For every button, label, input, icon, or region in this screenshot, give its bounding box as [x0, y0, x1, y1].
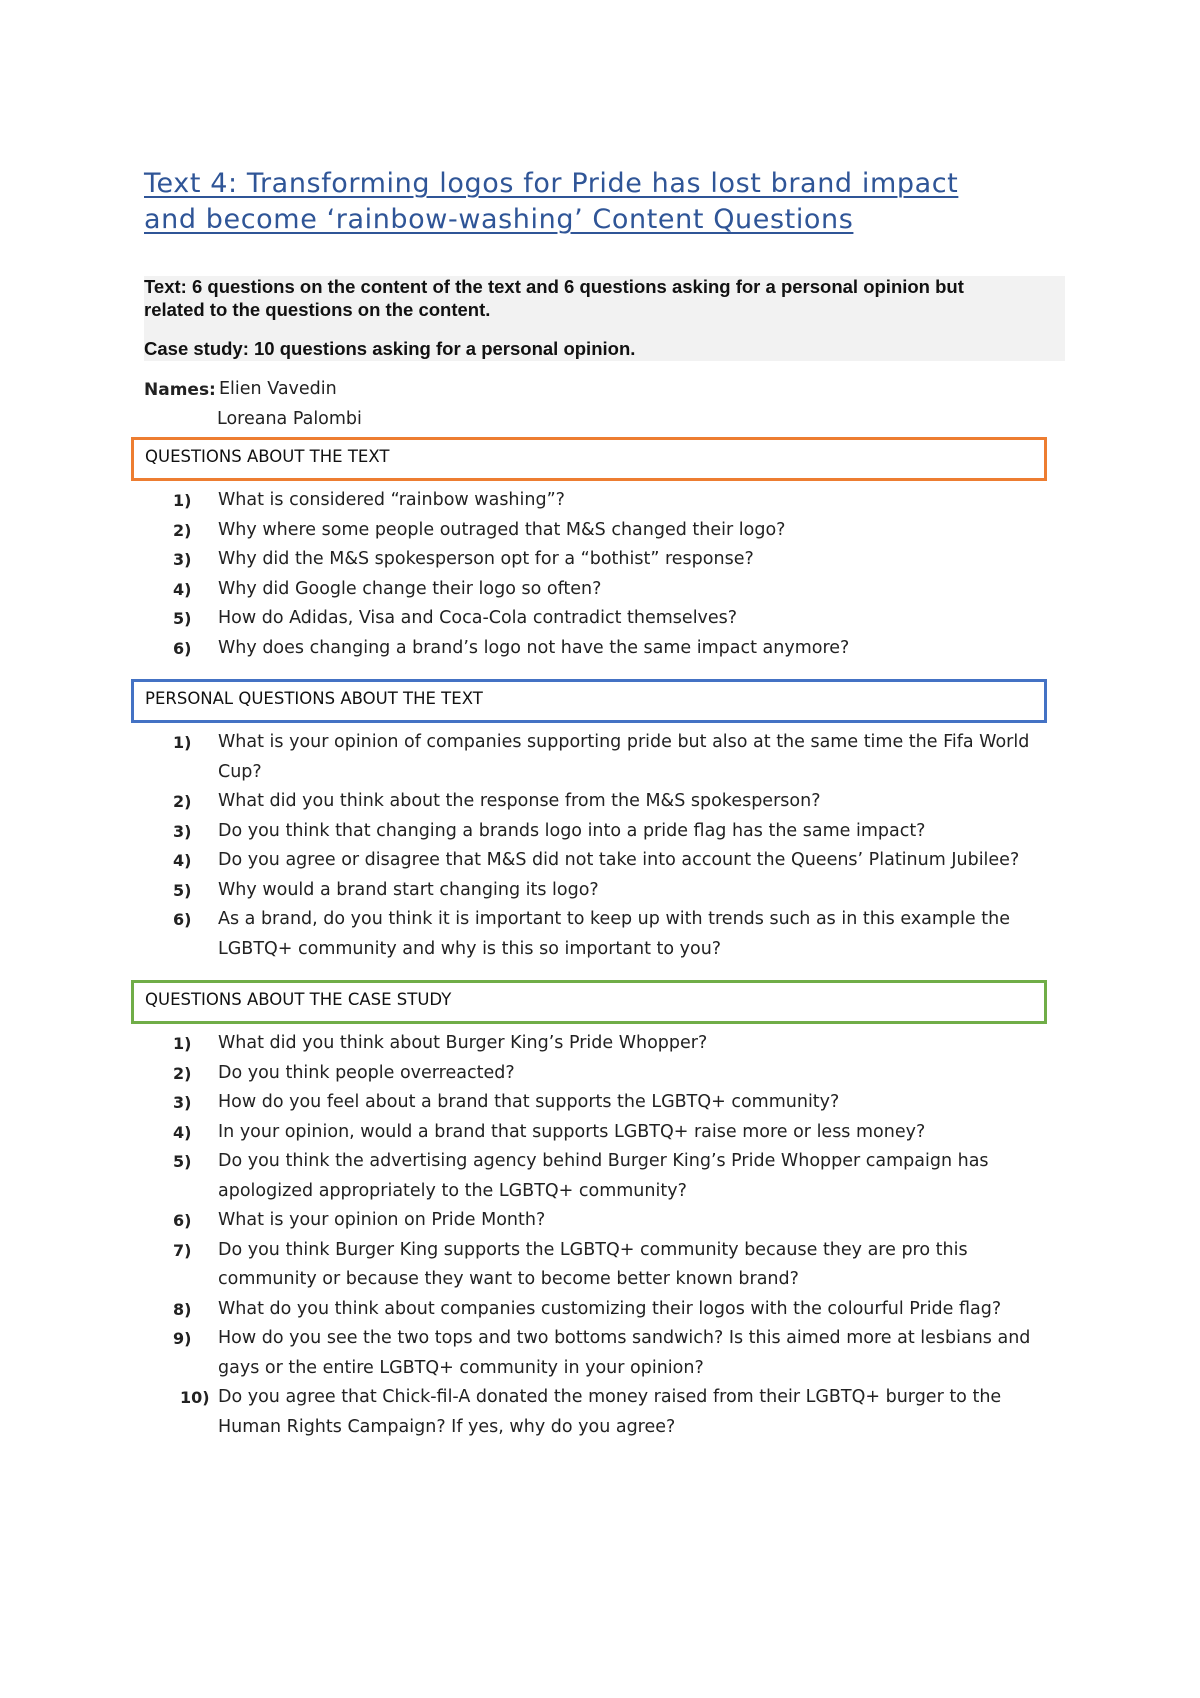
question-number: 6) — [173, 910, 192, 929]
question-number: 6) — [173, 1211, 192, 1230]
question-text: Do you think people overreacted? — [218, 1062, 515, 1083]
intro-line-2: related to the questions on the content. — [144, 299, 491, 320]
question-text: What did you think about the response from the M&S spokesperson? — [218, 791, 821, 811]
question-number: 3) — [173, 550, 192, 569]
section-heading-text: QUESTIONS ABOUT THE TEXT — [145, 447, 390, 466]
question-list-text — [0, 486, 1100, 663]
section-heading-personal: PERSONAL QUESTIONS ABOUT THE TEXT — [145, 689, 483, 708]
list-item — [0, 817, 1063, 847]
question-number: 10) — [180, 1388, 210, 1407]
names-label: Names: — [144, 380, 216, 400]
question-number: 4) — [173, 579, 192, 599]
list-item — [0, 905, 1063, 964]
question-number: 2) — [173, 520, 192, 540]
author-name-1: Elien Vavedin — [219, 379, 337, 399]
list-item — [0, 1088, 1063, 1118]
question-text: Why does changing a brand’s logo not have the same impact anymore? — [218, 637, 850, 658]
question-text: How do you feel about a brand that supports the LGBTQ+ community? — [218, 1092, 840, 1112]
list-item — [0, 516, 1063, 546]
question-list-personal — [0, 728, 1100, 964]
question-number: 9) — [173, 1329, 192, 1348]
section-heading-box-personal — [131, 679, 1047, 723]
list-item — [0, 1324, 1063, 1383]
intro-line-1: Text: 6 questions on the content of the text and 6 questions asking for a personal opinion but — [144, 276, 964, 297]
question-number: 1) — [173, 733, 192, 752]
question-number: 1) — [173, 491, 192, 510]
list-item — [0, 728, 1063, 787]
question-text: Why did the M&S spokesperson opt for a “bothist” response? — [218, 549, 754, 569]
question-text: Why where some people outraged that M&S changed their logo? — [218, 519, 786, 540]
question-text: What do you think about companies customizing their logos with the colourful Pride flag? — [218, 1298, 1002, 1319]
list-item — [0, 1206, 1063, 1236]
question-number: 2) — [173, 1063, 192, 1083]
question-number: 8) — [173, 1299, 192, 1319]
list-item — [0, 1147, 1063, 1206]
list-item — [0, 604, 1063, 634]
question-text: Do you think Burger King supports the LGBTQ+ community because they are pro this community or because they want to become better known brand? — [218, 1239, 968, 1289]
question-text: Do you agree that Chick-fil-A donated the money raised from their LGBTQ+ burger to the Human Rights Campaign? If yes, why do you agree? — [218, 1387, 1002, 1437]
question-text: How do you see the two tops and two bottoms sandwich? Is this aimed more at lesbians and gays or the entire LGBTQ+ community in your opinion? — [218, 1328, 1031, 1378]
question-text: Why did Google change their logo so often? — [218, 578, 602, 599]
list-item — [0, 1118, 1063, 1148]
question-text: How do Adidas, Visa and Coca-Cola contradict themselves? — [218, 608, 738, 628]
list-item — [0, 846, 1063, 876]
intro-line-3: Case study: 10 questions asking for a personal opinion. — [144, 338, 636, 359]
list-item — [0, 1059, 1063, 1089]
question-list-case — [0, 1029, 1100, 1442]
list-item — [0, 634, 1063, 664]
question-number: 5) — [173, 880, 192, 900]
question-text: Do you think that changing a brands logo into a pride flag has the same impact? — [218, 820, 926, 841]
author-name-2: Loreana Palombi — [217, 409, 362, 429]
question-text: Do you think the advertising agency behind Burger King’s Pride Whopper campaign has apologized appropriately to the LGBTQ+ community? — [218, 1151, 989, 1201]
question-text: What is your opinion on Pride Month? — [218, 1210, 546, 1230]
list-item — [0, 1295, 1063, 1325]
list-item — [0, 1236, 1063, 1295]
question-number: 4) — [173, 1122, 192, 1142]
question-text: In your opinion, would a brand that supports LGBTQ+ raise more or less money? — [218, 1121, 926, 1142]
document-title: Text 4: Transforming logos for Pride has lost brand impact and become ‘rainbow-washing’ Content Questions — [144, 168, 959, 235]
list-item — [0, 1029, 1063, 1059]
question-number: 4) — [173, 851, 192, 870]
question-text: What is considered “rainbow washing”? — [218, 490, 565, 510]
question-text: What is your opinion of companies supporting pride but also at the same time the Fifa World Cup? — [218, 732, 1030, 782]
question-text: Why would a brand start changing its logo? — [218, 879, 599, 900]
section-heading-case: QUESTIONS ABOUT THE CASE STUDY — [145, 990, 452, 1009]
list-item — [0, 545, 1063, 575]
question-number: 6) — [173, 638, 192, 658]
list-item — [0, 575, 1063, 605]
list-item — [0, 486, 1063, 516]
list-item — [0, 1383, 1063, 1442]
question-number: 3) — [173, 1093, 192, 1112]
question-number: 5) — [173, 609, 192, 628]
list-item — [0, 787, 1063, 817]
question-number: 5) — [173, 1152, 192, 1171]
question-number: 7) — [173, 1240, 192, 1260]
question-text: As a brand, do you think it is important to keep up with trends such as in this example the LGBTQ+ community and why is this so important to you? — [218, 909, 1010, 959]
list-item — [0, 876, 1063, 906]
question-number: 2) — [173, 792, 192, 811]
question-text: What did you think about Burger King’s Pride Whopper? — [218, 1033, 708, 1053]
section-heading-box-case — [131, 980, 1047, 1024]
section-heading-box-text — [131, 437, 1047, 481]
question-text: Do you agree or disagree that M&S did not take into account the Queens’ Platinum Jubilee? — [218, 850, 1020, 870]
question-number: 3) — [173, 821, 192, 841]
question-number: 1) — [173, 1034, 192, 1053]
